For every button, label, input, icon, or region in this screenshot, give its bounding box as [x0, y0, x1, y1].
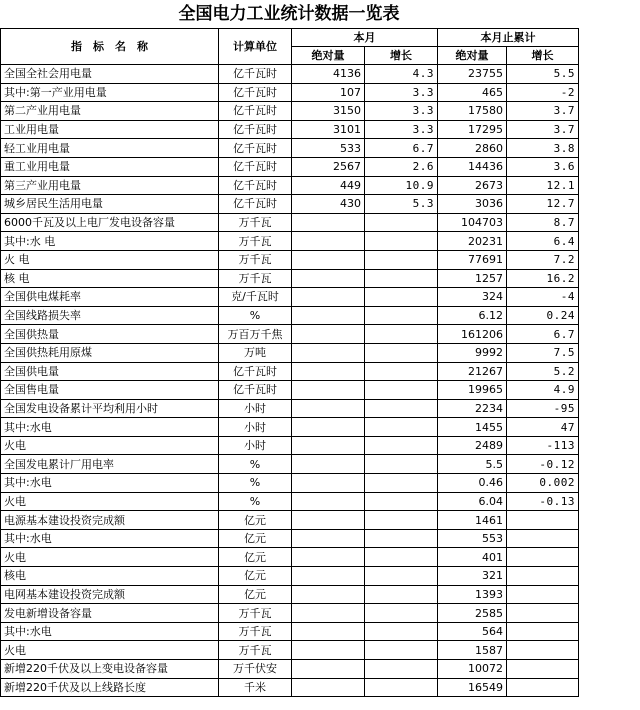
row-cumulative-absolute: 553: [438, 529, 507, 548]
row-month-growth: [365, 418, 438, 437]
row-name: 其中:第一产业用电量: [1, 83, 219, 102]
row-cumulative-growth: -0.12: [507, 455, 579, 474]
row-name: 火 电: [1, 250, 219, 269]
row-name: 核 电: [1, 269, 219, 288]
row-month-growth: [365, 604, 438, 623]
table-row: [1, 529, 579, 548]
row-cumulative-absolute: 324: [438, 288, 507, 307]
header-indicator: 指 标 名 称: [1, 29, 219, 65]
row-cumulative-growth: 4.9: [507, 381, 579, 400]
row-month-absolute: [292, 548, 365, 567]
row-month-absolute: [292, 641, 365, 660]
row-month-absolute: [292, 622, 365, 641]
row-name: 其中:水电: [1, 474, 219, 493]
row-name: 城乡居民生活用电量: [1, 195, 219, 214]
row-cumulative-growth: [507, 511, 579, 530]
row-cumulative-absolute: 19965: [438, 381, 507, 400]
row-name: 6000千瓦及以上电厂发电设备容量: [1, 213, 219, 232]
row-cumulative-growth: [507, 604, 579, 623]
row-month-growth: [365, 567, 438, 586]
row-month-absolute: [292, 511, 365, 530]
row-unit: 亿千瓦时: [219, 381, 292, 400]
row-unit: %: [219, 455, 292, 474]
row-cumulative-growth: 7.2: [507, 250, 579, 269]
row-month-absolute: [292, 660, 365, 679]
row-month-growth: [365, 678, 438, 697]
row-month-absolute: 449: [292, 176, 365, 195]
table-row: [1, 548, 579, 567]
row-month-growth: 5.3: [365, 195, 438, 214]
row-cumulative-absolute: 3036: [438, 195, 507, 214]
row-cumulative-growth: 3.7: [507, 102, 579, 121]
row-cumulative-growth: 7.5: [507, 343, 579, 362]
table-row: [1, 288, 579, 307]
row-unit: 亿元: [219, 548, 292, 567]
row-month-absolute: [292, 381, 365, 400]
row-unit: 亿千瓦时: [219, 139, 292, 158]
table-row: [1, 83, 579, 102]
row-unit: 亿元: [219, 529, 292, 548]
row-unit: 亿元: [219, 567, 292, 586]
row-month-growth: [365, 269, 438, 288]
table-row: [1, 343, 579, 362]
row-unit: 亿千瓦时: [219, 195, 292, 214]
row-cumulative-absolute: 14436: [438, 157, 507, 176]
row-cumulative-growth: -113: [507, 436, 579, 455]
table-row: [1, 585, 579, 604]
row-cumulative-growth: [507, 529, 579, 548]
row-unit: 千米: [219, 678, 292, 697]
row-cumulative-absolute: 5.5: [438, 455, 507, 474]
row-month-absolute: [292, 399, 365, 418]
row-month-absolute: [292, 585, 365, 604]
row-month-growth: [365, 288, 438, 307]
row-unit: %: [219, 306, 292, 325]
row-cumulative-growth: 3.7: [507, 120, 579, 139]
row-month-growth: [365, 436, 438, 455]
page-title: 全国电力工业统计数据一览表: [178, 4, 400, 24]
row-month-absolute: 107: [292, 83, 365, 102]
row-month-growth: [365, 250, 438, 269]
table-row: [1, 492, 579, 511]
row-name: 全国供电量: [1, 362, 219, 381]
row-unit: 万千瓦: [219, 232, 292, 251]
row-cumulative-growth: 16.2: [507, 269, 579, 288]
row-unit: 万千瓦: [219, 250, 292, 269]
row-unit: 克/千瓦时: [219, 288, 292, 307]
row-cumulative-absolute: 2585: [438, 604, 507, 623]
row-cumulative-absolute: 2673: [438, 176, 507, 195]
row-month-growth: 3.3: [365, 83, 438, 102]
table-row: [1, 474, 579, 493]
row-month-absolute: [292, 678, 365, 697]
row-cumulative-growth: 47: [507, 418, 579, 437]
row-month-growth: [365, 343, 438, 362]
row-cumulative-growth: [507, 548, 579, 567]
row-month-absolute: [292, 250, 365, 269]
header-cumulative-absolute: 绝对量: [438, 47, 507, 65]
row-name: 全国售电量: [1, 381, 219, 400]
row-month-growth: [365, 213, 438, 232]
row-month-growth: 3.3: [365, 120, 438, 139]
row-month-growth: [365, 511, 438, 530]
row-name: 核电: [1, 567, 219, 586]
row-month-absolute: 430: [292, 195, 365, 214]
row-month-growth: [365, 548, 438, 567]
row-cumulative-absolute: 1461: [438, 511, 507, 530]
row-unit: 万百万千焦: [219, 325, 292, 344]
row-cumulative-absolute: 1455: [438, 418, 507, 437]
row-cumulative-absolute: 1393: [438, 585, 507, 604]
row-cumulative-growth: 0.002: [507, 474, 579, 493]
row-month-growth: 6.7: [365, 139, 438, 158]
row-month-growth: [365, 232, 438, 251]
table-row: [1, 139, 579, 158]
row-name: 全国线路损失率: [1, 306, 219, 325]
row-cumulative-growth: 12.1: [507, 176, 579, 195]
row-cumulative-absolute: 1587: [438, 641, 507, 660]
row-unit: 亿元: [219, 585, 292, 604]
row-name: 火电: [1, 641, 219, 660]
row-month-absolute: 2567: [292, 157, 365, 176]
row-month-growth: [365, 306, 438, 325]
row-unit: 万千瓦: [219, 213, 292, 232]
row-cumulative-absolute: 17295: [438, 120, 507, 139]
table-row: [1, 436, 579, 455]
row-month-growth: [365, 622, 438, 641]
row-unit: 小时: [219, 436, 292, 455]
row-cumulative-absolute: 2234: [438, 399, 507, 418]
row-month-absolute: 4136: [292, 65, 365, 84]
row-cumulative-absolute: 401: [438, 548, 507, 567]
row-month-absolute: [292, 269, 365, 288]
row-cumulative-absolute: 6.04: [438, 492, 507, 511]
row-name: 火电: [1, 492, 219, 511]
table-row: [1, 641, 579, 660]
table-row: [1, 567, 579, 586]
row-unit: 万千瓦: [219, 269, 292, 288]
row-name: 火电: [1, 548, 219, 567]
row-month-absolute: [292, 343, 365, 362]
row-name: 其中:水电: [1, 622, 219, 641]
row-cumulative-absolute: 0.46: [438, 474, 507, 493]
row-month-growth: [365, 381, 438, 400]
row-month-absolute: [292, 567, 365, 586]
row-name: 全国供热量: [1, 325, 219, 344]
table-row: [1, 176, 579, 195]
table-row: [1, 362, 579, 381]
row-cumulative-growth: [507, 622, 579, 641]
row-cumulative-absolute: 321: [438, 567, 507, 586]
row-cumulative-absolute: 104703: [438, 213, 507, 232]
row-name: 其中:水电: [1, 418, 219, 437]
row-month-growth: [365, 492, 438, 511]
row-unit: %: [219, 474, 292, 493]
row-cumulative-growth: -0.13: [507, 492, 579, 511]
row-unit: 万吨: [219, 343, 292, 362]
table-row: [1, 622, 579, 641]
table-row: [1, 660, 579, 679]
row-month-growth: [365, 660, 438, 679]
row-name: 电网基本建设投资完成额: [1, 585, 219, 604]
row-cumulative-absolute: 23755: [438, 65, 507, 84]
row-cumulative-growth: 0.24: [507, 306, 579, 325]
row-cumulative-absolute: 10072: [438, 660, 507, 679]
header-this-month: 本月: [292, 29, 438, 47]
row-cumulative-growth: -2: [507, 83, 579, 102]
row-unit: 万千伏安: [219, 660, 292, 679]
row-cumulative-absolute: 465: [438, 83, 507, 102]
header-cumulative: 本月止累计: [438, 29, 579, 47]
row-month-absolute: [292, 492, 365, 511]
row-name: 全国发电累计厂用电率: [1, 455, 219, 474]
row-month-absolute: [292, 213, 365, 232]
row-cumulative-growth: 5.5: [507, 65, 579, 84]
table-row: [1, 604, 579, 623]
header-month-growth: 增长: [365, 47, 438, 65]
row-name: 全国全社会用电量: [1, 65, 219, 84]
header-row-1: [1, 29, 579, 47]
row-cumulative-growth: [507, 641, 579, 660]
row-month-absolute: [292, 362, 365, 381]
table-row: [1, 195, 579, 214]
row-cumulative-growth: [507, 660, 579, 679]
row-month-absolute: [292, 529, 365, 548]
row-unit: 亿千瓦时: [219, 65, 292, 84]
table-row: [1, 157, 579, 176]
row-name: 其中:水 电: [1, 232, 219, 251]
table-row: [1, 325, 579, 344]
row-month-growth: [365, 585, 438, 604]
row-name: 重工业用电量: [1, 157, 219, 176]
row-name: 全国供热耗用原煤: [1, 343, 219, 362]
row-month-growth: [365, 399, 438, 418]
table-row: [1, 511, 579, 530]
row-cumulative-absolute: 20231: [438, 232, 507, 251]
row-unit: 万千瓦: [219, 622, 292, 641]
row-month-absolute: [292, 474, 365, 493]
table-row: [1, 678, 579, 697]
table-row: [1, 418, 579, 437]
row-cumulative-absolute: 21267: [438, 362, 507, 381]
row-month-absolute: [292, 288, 365, 307]
row-cumulative-absolute: 9992: [438, 343, 507, 362]
row-name: 全国供电煤耗率: [1, 288, 219, 307]
row-month-absolute: [292, 325, 365, 344]
row-name: 第二产业用电量: [1, 102, 219, 121]
row-unit: 万千瓦: [219, 604, 292, 623]
row-unit: 亿元: [219, 511, 292, 530]
row-cumulative-absolute: 161206: [438, 325, 507, 344]
header-unit: 计算单位: [219, 29, 292, 65]
row-name: 第三产业用电量: [1, 176, 219, 195]
row-cumulative-growth: [507, 585, 579, 604]
row-month-absolute: [292, 306, 365, 325]
table-row: [1, 120, 579, 139]
table-row: [1, 306, 579, 325]
table-row: [1, 65, 579, 84]
row-month-absolute: 3101: [292, 120, 365, 139]
row-month-growth: [365, 641, 438, 660]
row-name: 电源基本建设投资完成额: [1, 511, 219, 530]
row-cumulative-growth: 12.7: [507, 195, 579, 214]
row-month-growth: [365, 529, 438, 548]
row-cumulative-growth: 6.4: [507, 232, 579, 251]
row-month-growth: [365, 325, 438, 344]
row-unit: 亿千瓦时: [219, 83, 292, 102]
row-month-growth: 10.9: [365, 176, 438, 195]
row-month-absolute: [292, 232, 365, 251]
table-row: [1, 381, 579, 400]
row-cumulative-absolute: 564: [438, 622, 507, 641]
row-unit: 亿千瓦时: [219, 102, 292, 121]
row-month-growth: 4.3: [365, 65, 438, 84]
row-unit: %: [219, 492, 292, 511]
row-name: 火电: [1, 436, 219, 455]
row-cumulative-absolute: 6.12: [438, 306, 507, 325]
row-month-absolute: [292, 455, 365, 474]
table-row: [1, 250, 579, 269]
row-cumulative-growth: 8.7: [507, 213, 579, 232]
row-month-growth: [365, 362, 438, 381]
row-cumulative-growth: [507, 678, 579, 697]
row-month-absolute: 533: [292, 139, 365, 158]
row-month-absolute: [292, 604, 365, 623]
row-unit: 亿千瓦时: [219, 176, 292, 195]
row-unit: 万千瓦: [219, 641, 292, 660]
statistics-table: [0, 28, 579, 697]
row-cumulative-absolute: 2860: [438, 139, 507, 158]
row-cumulative-growth: -4: [507, 288, 579, 307]
row-cumulative-growth: 5.2: [507, 362, 579, 381]
row-month-growth: [365, 455, 438, 474]
row-name: 新增220千伏及以上线路长度: [1, 678, 219, 697]
row-name: 轻工业用电量: [1, 139, 219, 158]
row-name: 其中:水电: [1, 529, 219, 548]
row-month-absolute: 3150: [292, 102, 365, 121]
row-month-growth: 2.6: [365, 157, 438, 176]
row-month-growth: 3.3: [365, 102, 438, 121]
row-cumulative-growth: 3.8: [507, 139, 579, 158]
row-unit: 亿千瓦时: [219, 120, 292, 139]
row-unit: 亿千瓦时: [219, 362, 292, 381]
row-cumulative-growth: -95: [507, 399, 579, 418]
row-unit: 小时: [219, 418, 292, 437]
row-name: 工业用电量: [1, 120, 219, 139]
table-row: [1, 102, 579, 121]
row-month-absolute: [292, 418, 365, 437]
row-month-absolute: [292, 436, 365, 455]
table-row: [1, 269, 579, 288]
table-row: [1, 455, 579, 474]
row-cumulative-growth: [507, 567, 579, 586]
table-row: [1, 399, 579, 418]
row-name: 发电新增设备容量: [1, 604, 219, 623]
header-cumulative-growth: 增长: [507, 47, 579, 65]
row-cumulative-absolute: 77691: [438, 250, 507, 269]
row-unit: 亿千瓦时: [219, 157, 292, 176]
row-unit: 小时: [219, 399, 292, 418]
row-name: 全国发电设备累计平均利用小时: [1, 399, 219, 418]
row-cumulative-absolute: 16549: [438, 678, 507, 697]
row-cumulative-growth: 6.7: [507, 325, 579, 344]
row-name: 新增220千伏及以上变电设备容量: [1, 660, 219, 679]
table-row: [1, 232, 579, 251]
row-cumulative-growth: 3.6: [507, 157, 579, 176]
row-cumulative-absolute: 1257: [438, 269, 507, 288]
row-cumulative-absolute: 17580: [438, 102, 507, 121]
row-cumulative-absolute: 2489: [438, 436, 507, 455]
table-row: [1, 213, 579, 232]
row-month-growth: [365, 474, 438, 493]
header-month-absolute: 绝对量: [292, 47, 365, 65]
